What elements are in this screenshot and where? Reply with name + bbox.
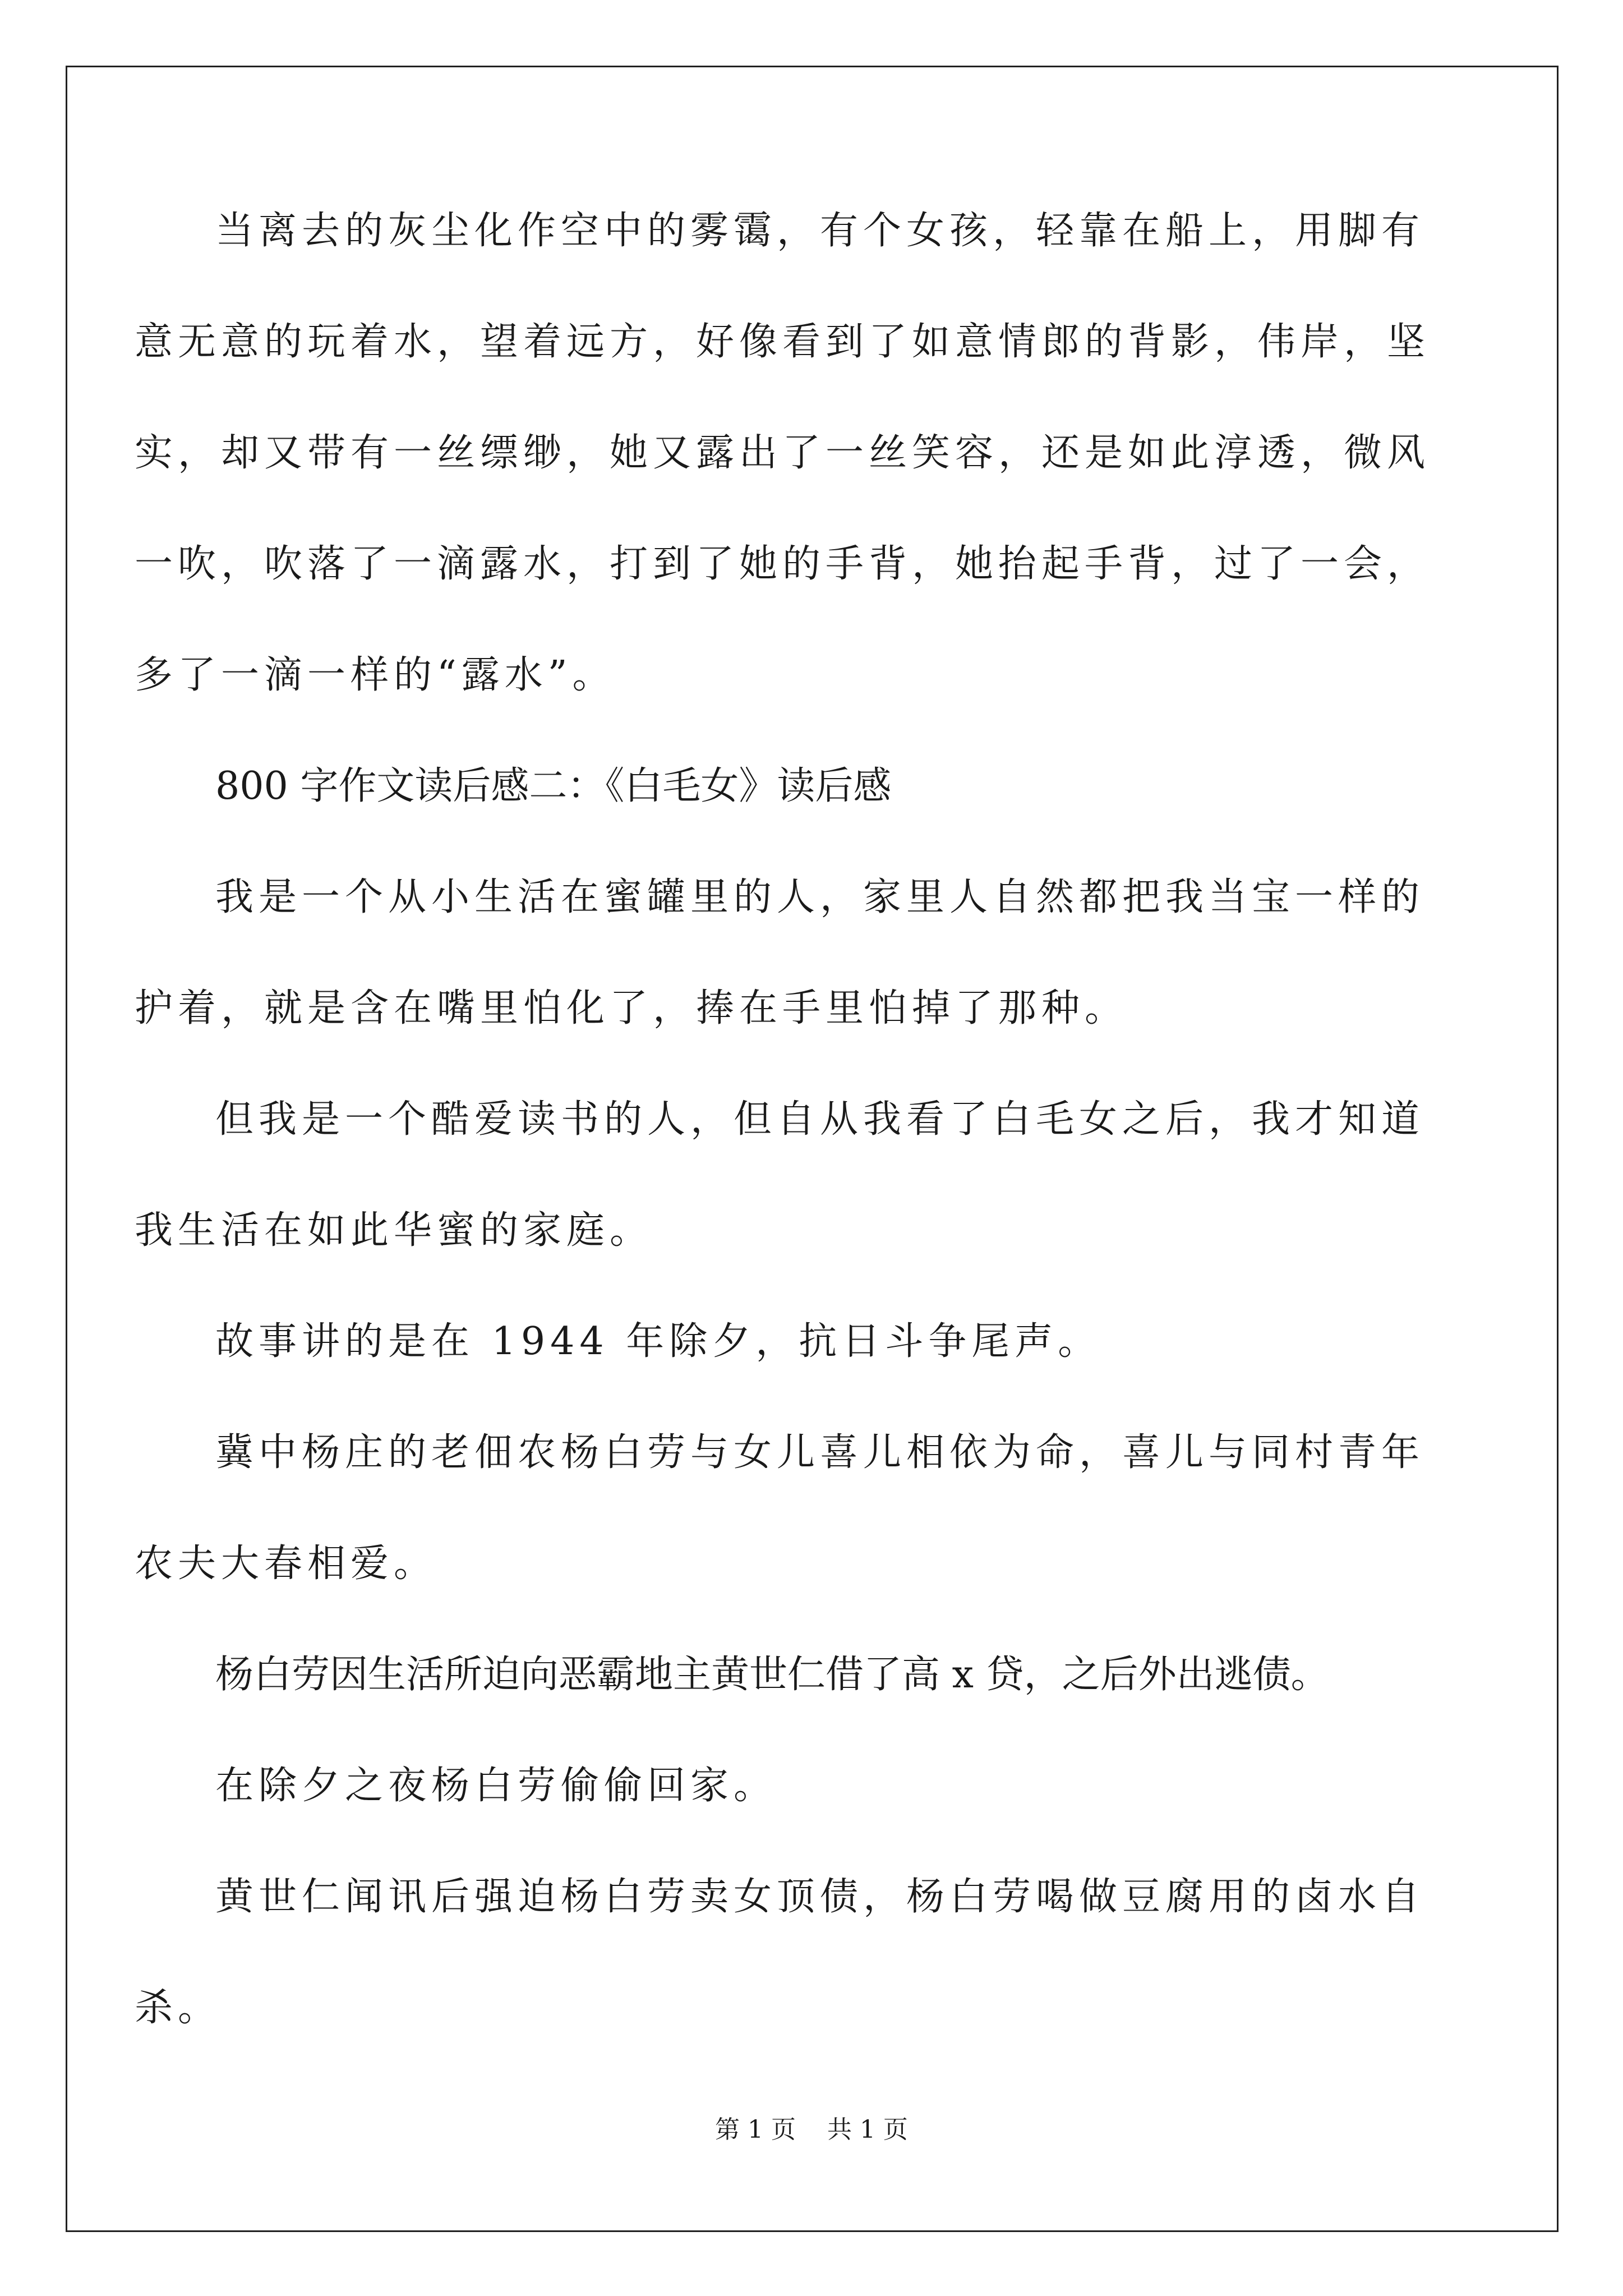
text-line: 杀。	[135, 1986, 222, 2030]
text-line: 当离去的灰尘化作空中的雾霭，有个女孩，轻靠在船上，用脚有	[215, 209, 1425, 253]
text-line: 我是一个从小生活在蜜罐里的人，家里人自然都把我当宝一样的	[215, 875, 1425, 919]
text-line: 但我是一个酷爱读书的人，但自从我看了白毛女之后，我才知道	[215, 1097, 1425, 1142]
text-line: 一吹，吹落了一滴露水，打到了她的手背，她抬起手背，过了一会，	[135, 542, 1431, 586]
text-line: 冀中杨庄的老佃农杨白劳与女儿喜儿相依为命，喜儿与同村青年	[215, 1430, 1425, 1475]
text-line: 黄世仁闻讯后强迫杨白劳卖女顶债，杨白劳喝做豆腐用的卤水自	[215, 1875, 1425, 1919]
text-line: 意无意的玩着水，望着远方，好像看到了如意情郎的背影，伟岸，坚	[135, 320, 1431, 364]
section-heading: 800 字作文读后感二：《白毛女》读后感	[215, 764, 892, 808]
page-number-footer: 第 1 页 共 1 页	[715, 2115, 908, 2144]
text-line: 多了一滴一样的“露水”。	[135, 653, 616, 697]
text-line: 护着，就是含在嘴里怕化了，捧在手里怕掉了那种。	[135, 986, 1128, 1030]
text-line: 故事讲的是在 1944 年除夕，抗日斗争尾声。	[215, 1319, 1101, 1364]
text-line: 我生活在如此华蜜的家庭。	[135, 1208, 653, 1253]
text-line: 农夫大春相爱。	[135, 1542, 437, 1586]
text-line: 在除夕之夜杨白劳偷偷回家。	[215, 1764, 777, 1808]
text-line: 杨白劳因生活所迫向恶霸地主黄世仁借了高 x 贷，之后外出逃债。	[215, 1653, 1329, 1697]
text-line: 实，却又带有一丝缥缈，她又露出了一丝笑容，还是如此淳透，微风	[135, 431, 1431, 475]
